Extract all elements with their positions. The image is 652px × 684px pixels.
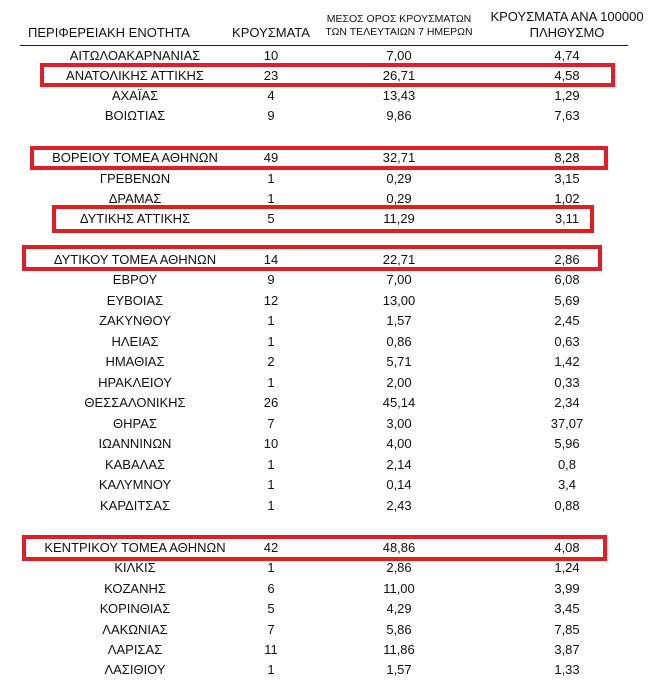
cell-cases: 10 [263,48,279,63]
cell-cases: 49 [263,150,279,165]
cell-avg: 5,71 [386,354,412,369]
cell-region: ΑΧΑΪΑΣ [111,88,159,103]
cell-per-capita: 3,4 [557,477,577,492]
cell-avg: 3,00 [386,416,412,431]
cell-region: ΗΜΑΘΙΑΣ [105,354,165,369]
table-row [0,620,652,640]
cell-avg: 0,29 [386,191,412,206]
cell-per-capita: 2,34 [554,395,580,410]
cell-region: ΓΡΕΒΕΝΩΝ [99,171,171,186]
cell-region: ΒΟΡΕΙΟΥ ΤΟΜΕΑ ΑΘΗΝΩΝ [52,150,218,165]
cell-cases: 7 [267,622,275,637]
cell-per-capita: 3,15 [554,171,580,186]
cell-region: ΗΛΕΙΑΣ [111,334,159,349]
table-row [0,393,652,413]
cell-per-capita: 8,28 [554,150,580,165]
cell-region: ΑΙΤΩΛΟΑΚΑΡΝΑΝΙΑΣ [69,48,201,63]
cell-per-capita: 2,45 [554,313,580,328]
cell-per-capita: 7,63 [554,108,580,123]
table-row [0,475,652,495]
cell-region: ΘΕΣΣΑΛΟΝΙΚΗΣ [84,395,186,410]
cell-avg: 11,86 [383,642,415,657]
cell-per-capita: 4,58 [554,68,580,83]
cell-region: ΔΡΑΜΑΣ [108,191,162,206]
cell-avg: 4,29 [386,601,412,616]
cell-avg: 2,86 [386,560,412,575]
cell-avg: 1,57 [386,662,412,677]
table-row [0,291,652,311]
cell-per-capita: 1,42 [554,354,580,369]
cell-region: ΚΟΖΑΝΗΣ [104,581,166,596]
cell-cases: 4 [267,88,275,103]
cell-cases: 5 [267,601,275,616]
cell-region: ΛΑΣΙΘΙΟΥ [104,662,166,677]
header-avg-line1: ΜΕΣΟΣ ΟΡΟΣ ΚΡΟΥΣΜΑΤΩΝ [326,13,472,25]
cell-cases: 1 [267,191,275,206]
cell-avg: 2,14 [386,457,412,472]
cell-region: ΗΡΑΚΛΕΙΟΥ [98,375,172,390]
cell-per-capita: 2,86 [554,252,580,267]
highlight-box [40,63,615,87]
cell-avg: 0,29 [386,171,412,186]
cell-per-capita: 3,11 [554,211,580,226]
cell-region: ΚΕΝΤΡΙΚΟΥ ΤΟΜΕΑ ΑΘΗΝΩΝ [44,540,226,555]
cell-per-capita: 4,74 [554,48,580,63]
cell-per-capita: 0,33 [554,375,580,390]
cell-cases: 1 [267,498,275,513]
cell-avg: 5,86 [386,622,412,637]
table-row [0,434,652,454]
highlight-box [52,205,594,233]
table-row [0,496,652,516]
header-avg [318,13,480,39]
cell-region: ΚΙΛΚΙΣ [114,560,156,575]
table-row [0,558,652,578]
cell-region: ΔΥΤΙΚΟΥ ΤΟΜΕΑ ΑΘΗΝΩΝ [53,252,217,267]
cell-region: ΛΑΡΙΣΑΣ [107,642,163,657]
header-per-line2: ΠΛΗΘΥΣΜΟ [529,25,605,40]
cell-per-capita: 6,08 [554,272,580,287]
cell-avg: 2,00 [386,375,412,390]
cell-avg: 32,71 [382,150,416,165]
cell-region: ΑΝΑΤΟΛΙΚΗΣ ΑΤΤΙΚΗΣ [66,68,204,83]
cell-per-capita: 4,08 [554,540,580,555]
table-row [0,332,652,352]
header-region: ΠΕΡΙΦΕΡΕΙΑΚΗ ΕΝΟΤΗΤΑ [28,25,190,40]
table-row [0,640,652,660]
cell-cases: 1 [267,334,275,349]
highlight-box [22,245,602,271]
cell-cases: 23 [263,68,279,83]
highlight-box [30,146,608,170]
cell-avg: 7,00 [386,48,412,63]
cell-per-capita: 1,29 [554,88,580,103]
cell-cases: 1 [267,457,275,472]
cell-cases: 12 [263,293,279,308]
table-row [0,373,652,393]
header-per-capita [478,9,652,41]
cell-region: ΘΗΡΑΣ [113,416,157,431]
cell-cases: 9 [267,272,275,287]
cell-per-capita: 37,07 [550,416,584,431]
cell-cases: 6 [267,581,275,596]
cell-cases: 26 [263,395,279,410]
cell-region: ΛΑΚΩΝΙΑΣ [102,622,168,637]
cell-cases: 14 [263,252,279,267]
cell-per-capita: 0,8 [557,457,577,472]
cell-region: ΒΟΙΩΤΙΑΣ [104,108,166,123]
cell-avg: 1,57 [386,313,412,328]
cell-avg: 26,71 [382,68,416,83]
cell-region: ΕΒΡΟΥ [112,272,158,287]
cell-avg: 48,86 [382,540,416,555]
cell-cases: 10 [263,436,279,451]
cell-per-capita: 1,33 [554,662,580,677]
cell-region: ΚΑΒΑΛΑΣ [104,457,166,472]
cell-region: ΚΑΡΔΙΤΣΑΣ [99,498,171,513]
cell-cases: 1 [267,171,275,186]
cell-cases: 2 [267,354,275,369]
cell-avg: 0,86 [386,334,412,349]
cell-cases: 1 [267,560,275,575]
cell-cases: 9 [267,108,275,123]
cell-cases: 5 [267,211,275,226]
cell-avg: 13,00 [382,293,416,308]
table-row [0,660,652,680]
cell-avg: 7,00 [386,272,412,287]
cell-region: ΙΩΑΝΝΙΝΩΝ [98,436,172,451]
cell-per-capita: 5,69 [554,293,580,308]
cell-avg: 0,14 [386,477,412,492]
cell-avg: 9,86 [386,108,412,123]
table-row [0,414,652,434]
cell-cases: 1 [267,477,275,492]
cell-avg: 13,43 [382,88,416,103]
cell-per-capita: 1,02 [554,191,580,206]
cell-avg: 45,14 [382,395,416,410]
cell-cases: 1 [267,313,275,328]
cell-per-capita: 3,87 [554,642,580,657]
header-cases: ΚΡΟΥΣΜΑΤΑ [232,25,310,40]
cell-avg: 11,00 [383,581,415,596]
cell-per-capita: 5,96 [554,436,580,451]
cell-cases: 7 [267,416,275,431]
cell-avg: 22,71 [382,252,416,267]
cell-per-capita: 1,24 [554,560,580,575]
cell-cases: 1 [267,375,275,390]
table-row [0,455,652,475]
table-row [0,352,652,372]
table-row [0,579,652,599]
cell-region: ΕΥΒΟΙΑΣ [106,293,164,308]
table-row [0,311,652,331]
cell-cases: 11 [264,642,278,657]
cell-per-capita: 7,85 [554,622,580,637]
cell-avg: 2,43 [386,498,412,513]
cell-per-capita: 3,99 [554,581,580,596]
cell-avg: 4,00 [386,436,412,451]
cell-region: ΚΟΡΙΝΘΙΑΣ [99,601,171,616]
cell-region: ΚΑΛΥΜΝΟΥ [98,477,172,492]
table-row [0,270,652,290]
cell-per-capita: 0,63 [554,334,580,349]
cell-per-capita: 0,88 [554,498,580,513]
cell-per-capita: 3,45 [554,601,580,616]
cell-avg: 11,29 [383,211,415,226]
table-row [0,169,652,189]
table-row [0,599,652,619]
cell-cases: 1 [267,662,275,677]
cell-region: ΖΑΚΥΝΘΟΥ [99,313,171,328]
table-row [0,86,652,106]
cell-cases: 42 [263,540,279,555]
cell-region: ΔΥΤΙΚΗΣ ΑΤΤΙΚΗΣ [79,211,191,226]
table-row [0,106,652,126]
header-per-line1: ΚΡΟΥΣΜΑΤΑ ΑΝΑ 100000 [490,9,644,24]
header-avg-line2: ΤΩΝ ΤΕΛΕΥΤΑΙΩΝ 7 ΗΜΕΡΩΝ [325,26,473,38]
